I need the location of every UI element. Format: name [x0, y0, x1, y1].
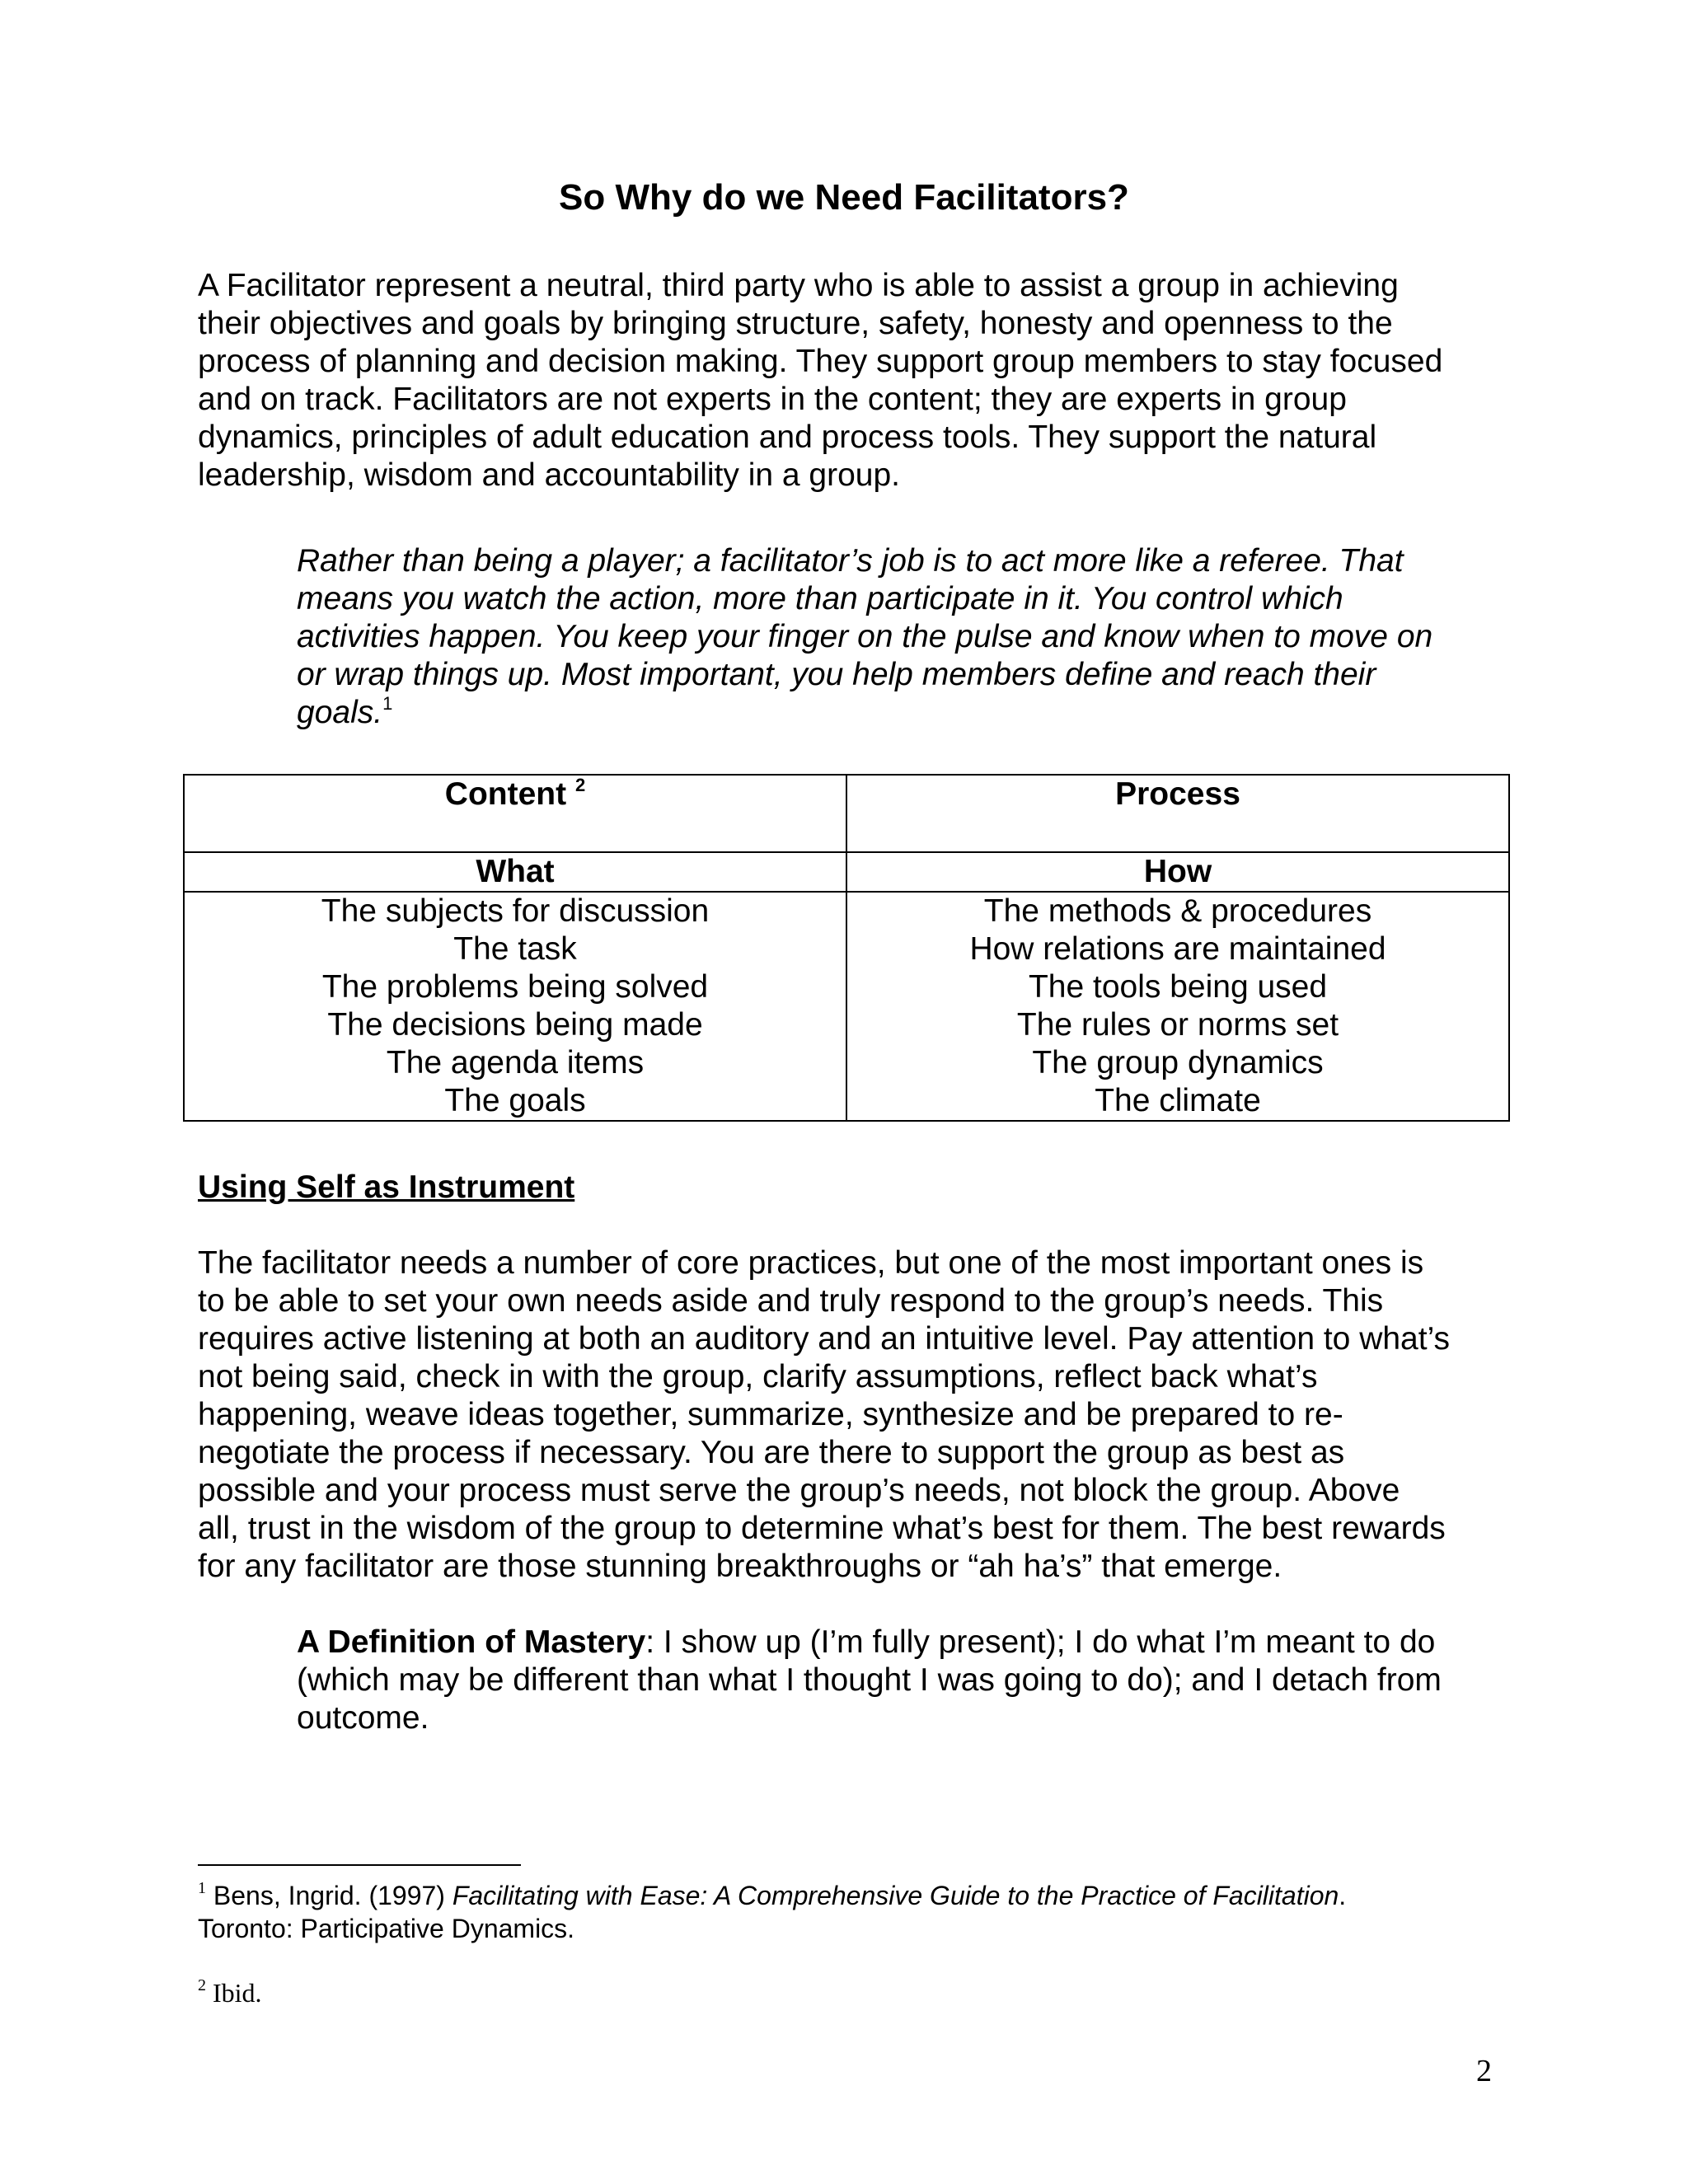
paragraph-line: requires active listening at both an auditory and an intuitive level. Pay attention to what’s: [198, 1321, 1451, 1357]
referee-quote: [297, 542, 1500, 732]
content-header: Content: [444, 776, 567, 812]
process-header-cell: [846, 775, 1509, 852]
process-item: The methods & procedures: [983, 893, 1372, 929]
paragraph-line: The facilitator needs a number of core practices, but one of the most important ones is: [198, 1245, 1424, 1281]
footnote-ref-2: 2: [574, 775, 586, 795]
process-item: The tools being used: [1028, 969, 1328, 1005]
footnote-ref-1: 1: [382, 693, 393, 714]
page-number: 2: [1476, 2054, 1492, 2088]
quote-line: or wrap things up. Most important, you help members define and reach their: [297, 657, 1376, 692]
footnote-separator: [198, 1864, 521, 1866]
paragraph-line: all, trust in the wisdom of the group to determine what’s best for them. The best rewards: [198, 1511, 1446, 1546]
intro-line: A Facilitator represent a neutral, third party who is able to assist a group in achieving: [198, 268, 1399, 303]
process-list-cell: [846, 892, 1509, 1121]
content-item: The task: [453, 931, 577, 967]
intro-paragraph: [198, 267, 1500, 494]
footnote-book-title: Facilitating with Ease: A Comprehensive Guide to the Practice of Facilitation: [452, 1881, 1339, 1910]
intro-line: and on track. Facilitators are not experts in the content; they are experts in group: [198, 382, 1347, 417]
paragraph-line: not being said, check in with the group, clarify assumptions, reflect back what’s: [198, 1359, 1318, 1394]
process-item: The climate: [1095, 1083, 1261, 1118]
quote-line-text: goals.: [297, 695, 383, 730]
how-subheader: How: [846, 852, 1509, 892]
mastery-line: [297, 1624, 1500, 1661]
mastery-line: outcome.: [297, 1700, 429, 1736]
footnote-number: 2: [198, 1976, 206, 1994]
what-subheader: What: [184, 852, 846, 892]
footnote-number: 1: [198, 1879, 206, 1897]
footnote-text: Ibid.: [213, 1978, 262, 2008]
content-item: The problems being solved: [321, 969, 709, 1005]
quote-line: means you watch the action, more than participate in it. You control which: [297, 581, 1343, 616]
paragraph-line: to be able to set your own needs aside and truly respond to the group’s needs. This: [198, 1283, 1384, 1319]
intro-line: process of planning and decision making. They support group members to stay focused: [198, 344, 1443, 379]
footnote-tail: .: [1339, 1881, 1347, 1910]
paragraph-line: for any facilitator are those stunning breakthroughs or “ah ha’s” that emerge.: [198, 1549, 1282, 1584]
paragraph-line: possible and your process must serve the group’s needs, not block the group. Above: [198, 1473, 1400, 1508]
paragraph-line: happening, weave ideas together, summarize, synthesize and be prepared to re-: [198, 1397, 1343, 1432]
footnote-1-line1: [198, 1879, 1517, 1912]
content-process-table: [183, 774, 1510, 1122]
footnote-1-line2: Toronto: Participative Dynamics.: [198, 1914, 575, 1943]
content-item: The decisions being made: [327, 1007, 703, 1043]
mastery-label: A Definition of Mastery: [297, 1624, 646, 1660]
paragraph-line: negotiate the process if necessary. You are there to support the group as best as: [198, 1435, 1345, 1470]
table-header-row: [184, 775, 1509, 852]
content-item: The agenda items: [386, 1045, 645, 1080]
intro-line: their objectives and goals by bringing structure, safety, honesty and openness to the: [198, 306, 1393, 341]
content-list-cell: [184, 892, 846, 1121]
section-heading: Using Self as Instrument: [198, 1169, 575, 1205]
table-body-row: [184, 892, 1509, 1121]
footnote-1: [198, 1879, 1517, 1945]
quote-line-last: [297, 694, 1500, 732]
process-header: Process: [1115, 776, 1240, 812]
intro-line: leadership, wisdom and accountability in a group.: [198, 457, 901, 493]
content-item: The subjects for discussion: [321, 893, 710, 929]
content-header-cell: [184, 775, 846, 852]
process-item: The rules or norms set: [1016, 1007, 1339, 1043]
process-item: The group dynamics: [1032, 1045, 1324, 1080]
page-title: So Why do we Need Facilitators?: [559, 177, 1129, 218]
footnote-2: [198, 1976, 1517, 2009]
intro-line: dynamics, principles of adult education and process tools. They support the natural: [198, 419, 1377, 455]
mastery-text: : I show up (I’m fully present); I do what I’m meant to do: [645, 1624, 1436, 1660]
content-item: The goals: [444, 1083, 586, 1118]
table-subheader-row: [184, 852, 1509, 892]
process-item: How relations are maintained: [969, 931, 1386, 967]
self-instrument-paragraph: [198, 1244, 1500, 1586]
footnote-lead: Bens, Ingrid. (1997): [213, 1881, 452, 1910]
mastery-definition: [297, 1624, 1500, 1737]
quote-line: Rather than being a player; a facilitator’s job is to act more like a referee. That: [297, 543, 1404, 579]
mastery-line: (which may be different than what I thought I was going to do); and I detach from: [297, 1662, 1442, 1698]
quote-line: activities happen. You keep your finger on the pulse and know when to move on: [297, 619, 1433, 654]
